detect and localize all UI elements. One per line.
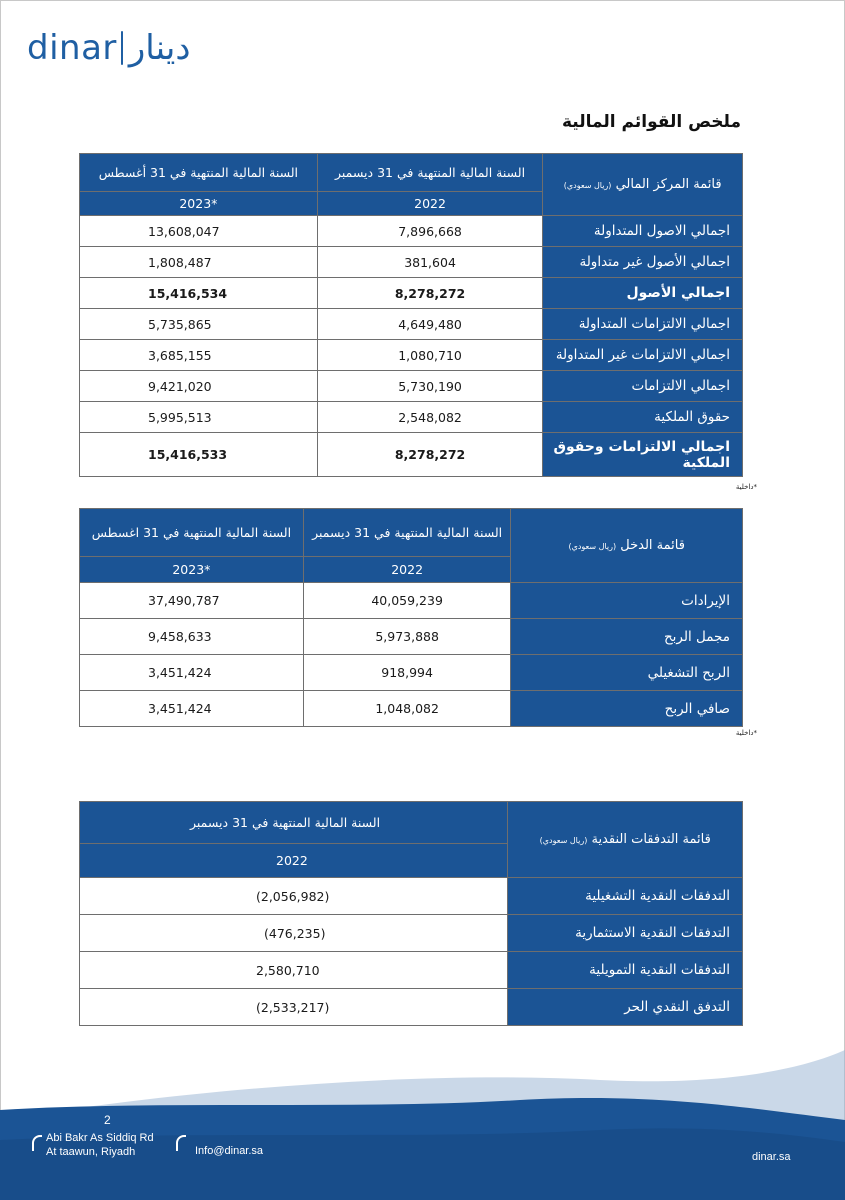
footer-email[interactable]: Info@dinar.sa (195, 1145, 264, 1157)
value-2022: (2,533,217) (80, 989, 508, 1026)
balance-sheet-unit: (ريال سعودي) (563, 181, 612, 190)
income-statement-note: *داخلية (735, 729, 757, 737)
row-label: اجمالي الأصول (543, 278, 743, 309)
page-number: 2 (104, 1113, 111, 1127)
table-row (80, 691, 743, 727)
value-2023: 9,421,020 (80, 371, 318, 402)
value-2022: 1,080,710 (317, 340, 543, 371)
value-2022: 2,580,710 (80, 952, 508, 989)
balance-sheet-col1-header: السنة المالية المنتهية في 31 ديسمبر (317, 154, 543, 192)
value-2022: 7,896,668 (317, 216, 543, 247)
row-label: اجمالي الالتزامات (543, 371, 743, 402)
value-2022: 1,048,082 (303, 691, 511, 727)
row-label: صافي الربح (511, 691, 743, 727)
table-row (80, 433, 743, 477)
value-2022: 8,278,272 (317, 278, 543, 309)
table-row (80, 278, 743, 309)
balance-sheet-col2-header: السنة المالية المنتهية في 31 أغسطس (80, 154, 318, 192)
table-row (80, 915, 743, 952)
income-statement-table (79, 508, 743, 727)
value-2023: 1,808,487 (80, 247, 318, 278)
table-row (80, 989, 743, 1026)
logo-latin-text: dinar (27, 28, 117, 68)
table-row (80, 340, 743, 371)
cash-flow-title: قائمة التدفقات النقدية (591, 832, 711, 847)
value-2023: 3,451,424 (80, 691, 304, 727)
table-row (80, 655, 743, 691)
table-row (80, 952, 743, 989)
value-2023: 15,416,533 (80, 433, 318, 477)
table-row (80, 878, 743, 915)
value-2023: 3,451,424 (80, 655, 304, 691)
footer-website[interactable]: dinar.sa (752, 1151, 791, 1163)
cash-flow-unit: (ريال سعودي) (539, 836, 588, 845)
value-2022: 918,994 (303, 655, 511, 691)
table-row (80, 371, 743, 402)
income-statement-title: قائمة الدخل (620, 538, 685, 553)
row-label: التدفق النقدي الحر (508, 989, 743, 1026)
table-row (80, 309, 743, 340)
balance-sheet-title-cell (543, 154, 743, 216)
table-row (80, 216, 743, 247)
income-statement-title-cell (511, 509, 743, 583)
address-line1: Abi Bakr As Siddiq Rd (46, 1132, 154, 1144)
table-row (80, 583, 743, 619)
income-statement-col2-header: السنة المالية المنتهية في 31 اغسطس (80, 509, 304, 557)
value-2022: 40,059,239 (303, 583, 511, 619)
table-row (80, 619, 743, 655)
value-2022: 5,973,888 (303, 619, 511, 655)
row-label: التدفقات النقدية التشغيلية (508, 878, 743, 915)
value-2022: 5,730,190 (317, 371, 543, 402)
cash-flow-title-cell (508, 802, 743, 878)
value-2023: 37,490,787 (80, 583, 304, 619)
balance-sheet-note: *داخلية (735, 483, 757, 491)
balance-sheet-col2-year: *2023 (80, 192, 318, 216)
value-2023: 5,995,513 (80, 402, 318, 433)
row-label: حقوق الملكية (543, 402, 743, 433)
cash-flow-col1-header: السنة المالية المنتهية في 31 ديسمبر (80, 802, 508, 844)
value-2023: 9,458,633 (80, 619, 304, 655)
value-2022: 4,649,480 (317, 309, 543, 340)
value-2023: 15,416,534 (80, 278, 318, 309)
row-label: اجمالي الأصول غير متداولة (543, 247, 743, 278)
value-2022: 381,604 (317, 247, 543, 278)
row-label: مجمل الربح (511, 619, 743, 655)
row-label: اجمالي الالتزامات وحقوق الملكية (543, 433, 743, 477)
income-statement-col1-header: السنة المالية المنتهية في 31 ديسمبر (303, 509, 511, 557)
row-label: اجمالي الالتزامات المتداولة (543, 309, 743, 340)
balance-sheet-title: قائمة المركز المالي (615, 177, 722, 192)
row-label: التدفقات النقدية الاستثمارية (508, 915, 743, 952)
balance-sheet-col1-year: 2022 (317, 192, 543, 216)
logo-arabic-text: دينار (128, 28, 191, 68)
row-label: التدفقات النقدية التمويلية (508, 952, 743, 989)
balance-sheet-table (79, 153, 743, 477)
row-label: الإيرادات (511, 583, 743, 619)
income-statement-col2-year: *2023 (80, 557, 304, 583)
page-title: ملخص القوائم المالية (561, 112, 741, 132)
value-2023: 3,685,155 (80, 340, 318, 371)
value-2022: (2,056,982) (80, 878, 508, 915)
value-2022: 8,278,272 (317, 433, 543, 477)
dinar-logo (27, 28, 191, 68)
value-2023: 13,608,047 (80, 216, 318, 247)
footer-address (46, 1131, 154, 1159)
email-bracket-icon (176, 1135, 186, 1151)
table-row (80, 402, 743, 433)
address-bracket-icon (32, 1135, 42, 1151)
table-row (80, 247, 743, 278)
value-2022: (476,235) (80, 915, 508, 952)
income-statement-unit: (ريال سعودي) (568, 542, 617, 551)
row-label: اجمالي الالتزامات غير المتداولة (543, 340, 743, 371)
income-statement-col1-year: 2022 (303, 557, 511, 583)
row-label: الربح التشغيلي (511, 655, 743, 691)
value-2022: 2,548,082 (317, 402, 543, 433)
footer-wave (0, 1050, 845, 1200)
row-label: اجمالي الاصول المتداولة (543, 216, 743, 247)
logo-separator (121, 31, 123, 65)
value-2023: 5,735,865 (80, 309, 318, 340)
cash-flow-table (79, 801, 743, 1026)
cash-flow-col1-year: 2022 (80, 844, 508, 878)
address-line2: At taawun, Riyadh (46, 1146, 136, 1158)
